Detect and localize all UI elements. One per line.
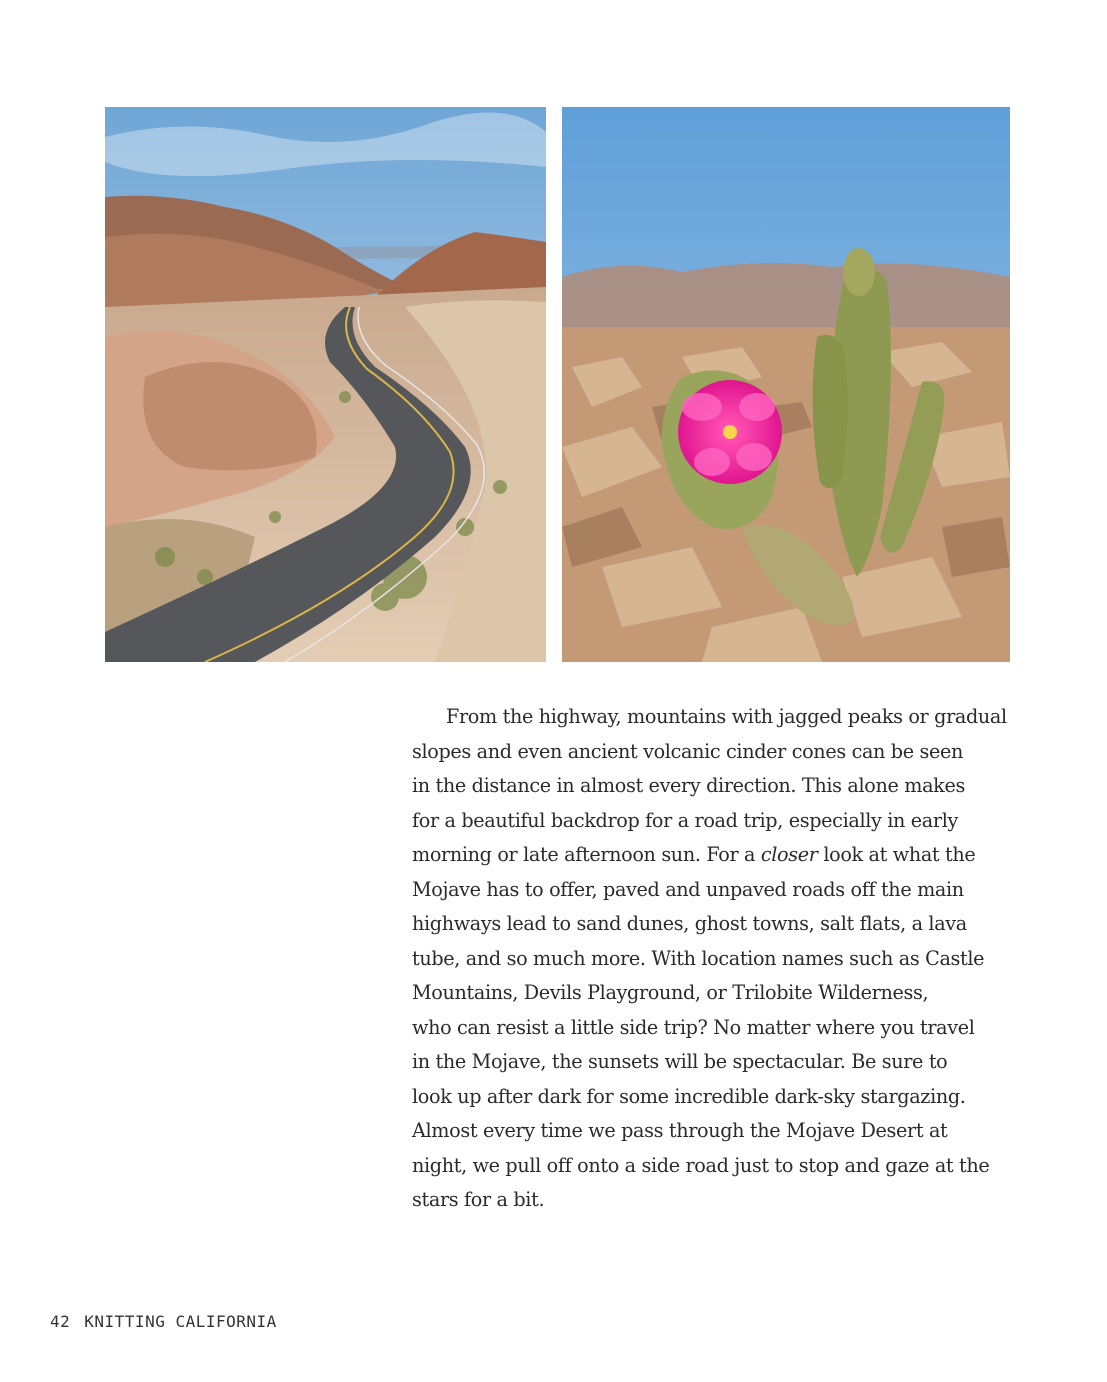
body-line: Mojave has to offer, paved and unpaved roads off the main	[412, 877, 964, 901]
body-line: look up after dark for some incredible dark-sky stargazing.	[412, 1084, 966, 1108]
body-line: in the distance in almost every direction. This alone makes	[412, 774, 965, 797]
highway-illustration	[105, 107, 546, 662]
body-line: in the Mojave, the sunsets will be spectacular. Be sure to	[412, 1050, 948, 1073]
body-line: tube, and so much more. With location names such as Castle	[412, 946, 985, 970]
body-line-end: look at what the	[817, 843, 976, 866]
body-paragraph	[412, 700, 1012, 1218]
body-line: highways lead to sand dunes, ghost towns, salt flats, a lava	[412, 912, 967, 935]
cactus-illustration	[562, 107, 1010, 662]
body-line: stars for a bit.	[412, 1188, 545, 1211]
body-line: for a beautiful backdrop for a road trip, especially in early	[412, 808, 958, 832]
body-line: night, we pull off onto a side road just to stop and gaze at the	[412, 1153, 990, 1177]
body-line: slopes and even ancient volcanic cinder cones can be seen	[412, 739, 964, 763]
body-line	[412, 838, 1012, 873]
body-line: From the highway, mountains with jagged peaks or gradual	[446, 705, 1007, 728]
running-title: KNITTING CALIFORNIA	[84, 1312, 277, 1331]
body-line-start: morning or late afternoon sun. For a	[412, 843, 761, 866]
cactus-photo	[562, 107, 1010, 662]
body-line: Mountains, Devils Playground, or Trilobite Wilderness,	[412, 981, 929, 1004]
emphasis-word: closer	[760, 843, 818, 866]
highway-photo	[105, 107, 546, 662]
page-footer	[50, 1312, 277, 1331]
body-line: who can resist a little side trip? No matter where you travel	[412, 1015, 975, 1039]
page-number: 42	[50, 1312, 71, 1331]
body-line: Almost every time we pass through the Mojave Desert at	[412, 1119, 948, 1142]
